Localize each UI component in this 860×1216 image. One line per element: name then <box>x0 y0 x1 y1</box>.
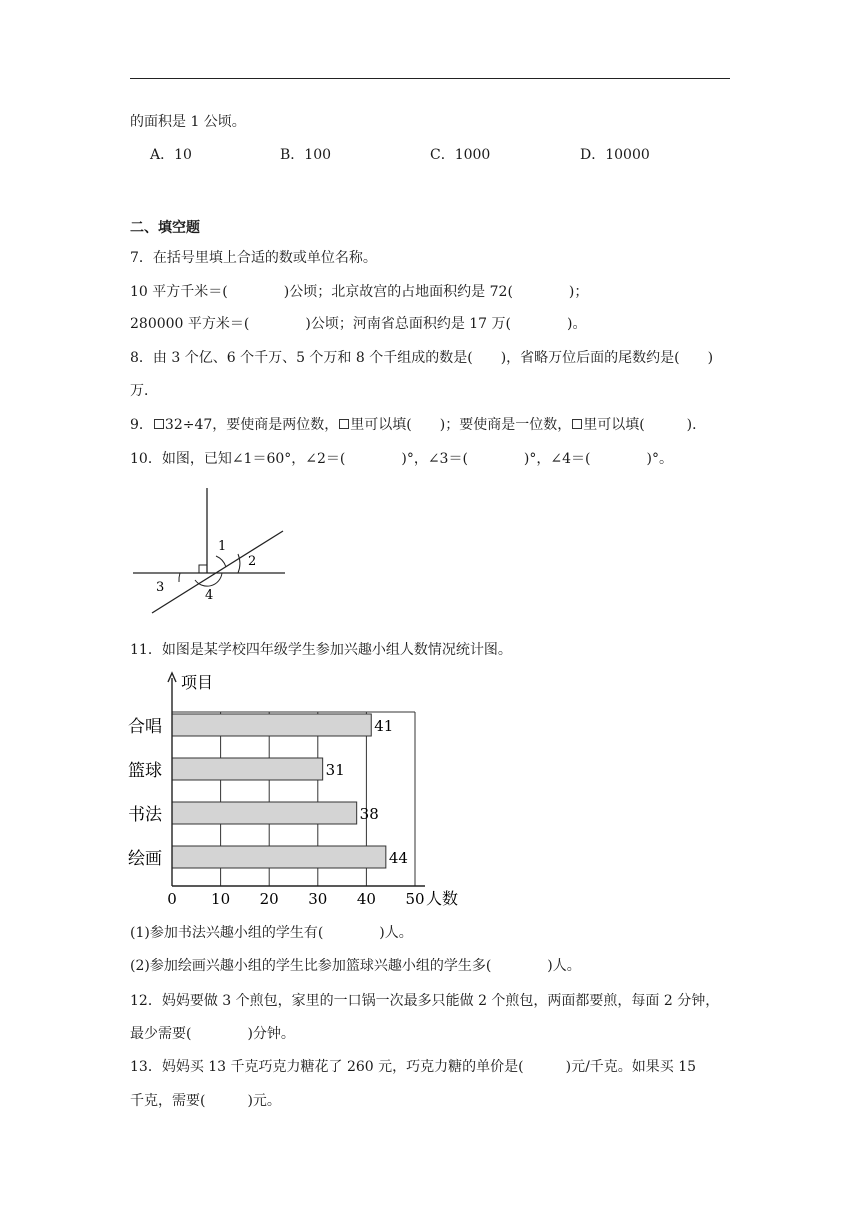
bar <box>172 846 386 868</box>
q13-line2: 千克，需要( )元。 <box>130 1093 281 1109</box>
q11-sub1: (1)参加书法兴趣小组的学生有( )人。 <box>130 925 413 941</box>
chart-x-axis-label: 人数 <box>426 889 459 908</box>
angle-label-1: 1 <box>218 539 227 554</box>
q11-stem: 11．如图是某学校四年级学生参加兴趣小组人数情况统计图。 <box>130 642 512 658</box>
q6-tail: 的面积是 1 公顷。 <box>130 114 246 130</box>
x-tick-label: 0 <box>167 890 177 908</box>
q12-line2: 最少需要( )分钟。 <box>130 1026 295 1042</box>
q12-line1: 12．妈妈要做 3 个煎包，家里的一口锅一次最多只能做 2 个煎包，两面都要煎，每面 2 分钟， <box>130 993 720 1009</box>
angle-figure <box>130 482 295 617</box>
x-tick-label: 30 <box>308 890 328 908</box>
x-tick-label: 10 <box>211 890 231 908</box>
q9-part1: 32÷47，要使商是两位数， <box>164 417 339 433</box>
header-rule <box>130 78 730 79</box>
blank-square-icon <box>572 419 582 429</box>
bar <box>172 714 371 736</box>
angle-label-3: 3 <box>156 580 165 595</box>
q9-prefix: 9． <box>130 417 153 433</box>
q13-line1: 13．妈妈买 13 千克巧克力糖花了 260 元，巧克力糖的单价是( )元/千克。如果买 15 <box>130 1059 697 1075</box>
q6-option-a: A．10 <box>150 147 192 163</box>
x-tick-label: 20 <box>259 890 279 908</box>
q7-stem: 7．在括号里填上合适的数或单位名称。 <box>130 250 377 266</box>
q8-line1: 8．由 3 个亿、6 个千万、5 个万和 8 个千组成的数是( )，省略万位后面的尾数约是( ) <box>130 350 714 366</box>
value-label: 41 <box>374 717 394 735</box>
bar <box>172 758 323 780</box>
value-label: 31 <box>325 761 345 779</box>
q7-line2: 280000 平方米＝( )公顷；河南省总面积约是 17 万( )。 <box>130 316 587 332</box>
value-label: 44 <box>388 849 408 867</box>
section-heading: 二、填空题 <box>130 220 200 236</box>
q8-line2: 万． <box>130 383 158 399</box>
blank-square-icon <box>339 419 349 429</box>
q11-sub2: (2)参加绘画兴趣小组的学生比参加篮球兴趣小组的学生多( )人。 <box>130 958 581 974</box>
value-label: 38 <box>359 805 379 823</box>
q9-part2: 里可以填( )；要使商是一位数， <box>350 417 572 433</box>
q6-option-c: C．1000 <box>430 147 491 163</box>
chart-y-axis-label: 项目 <box>181 673 214 692</box>
q6-option-d: D．10000 <box>580 147 650 163</box>
q10-text: 10．如图，已知∠1＝60°，∠2＝( )°，∠3＝( )°，∠4＝( )°。 <box>130 451 673 467</box>
bar-chart <box>125 668 485 913</box>
q9-text <box>130 415 706 435</box>
x-tick-label: 40 <box>356 890 376 908</box>
category-label: 合唱 <box>128 717 162 737</box>
category-label: 绘画 <box>128 849 162 869</box>
bar <box>172 802 357 824</box>
category-label: 篮球 <box>128 761 162 781</box>
q9-part3: 里可以填( )． <box>583 417 707 433</box>
angle-label-2: 2 <box>248 554 257 569</box>
q7-line1: 10 平方千米＝( )公顷；北京故宫的占地面积约是 72( )； <box>130 284 589 300</box>
blank-square-icon <box>154 419 164 429</box>
x-tick-label: 50 <box>405 890 425 908</box>
angle-label-4: 4 <box>205 588 214 603</box>
q6-option-b: B．100 <box>280 147 332 163</box>
category-label: 书法 <box>128 805 162 825</box>
